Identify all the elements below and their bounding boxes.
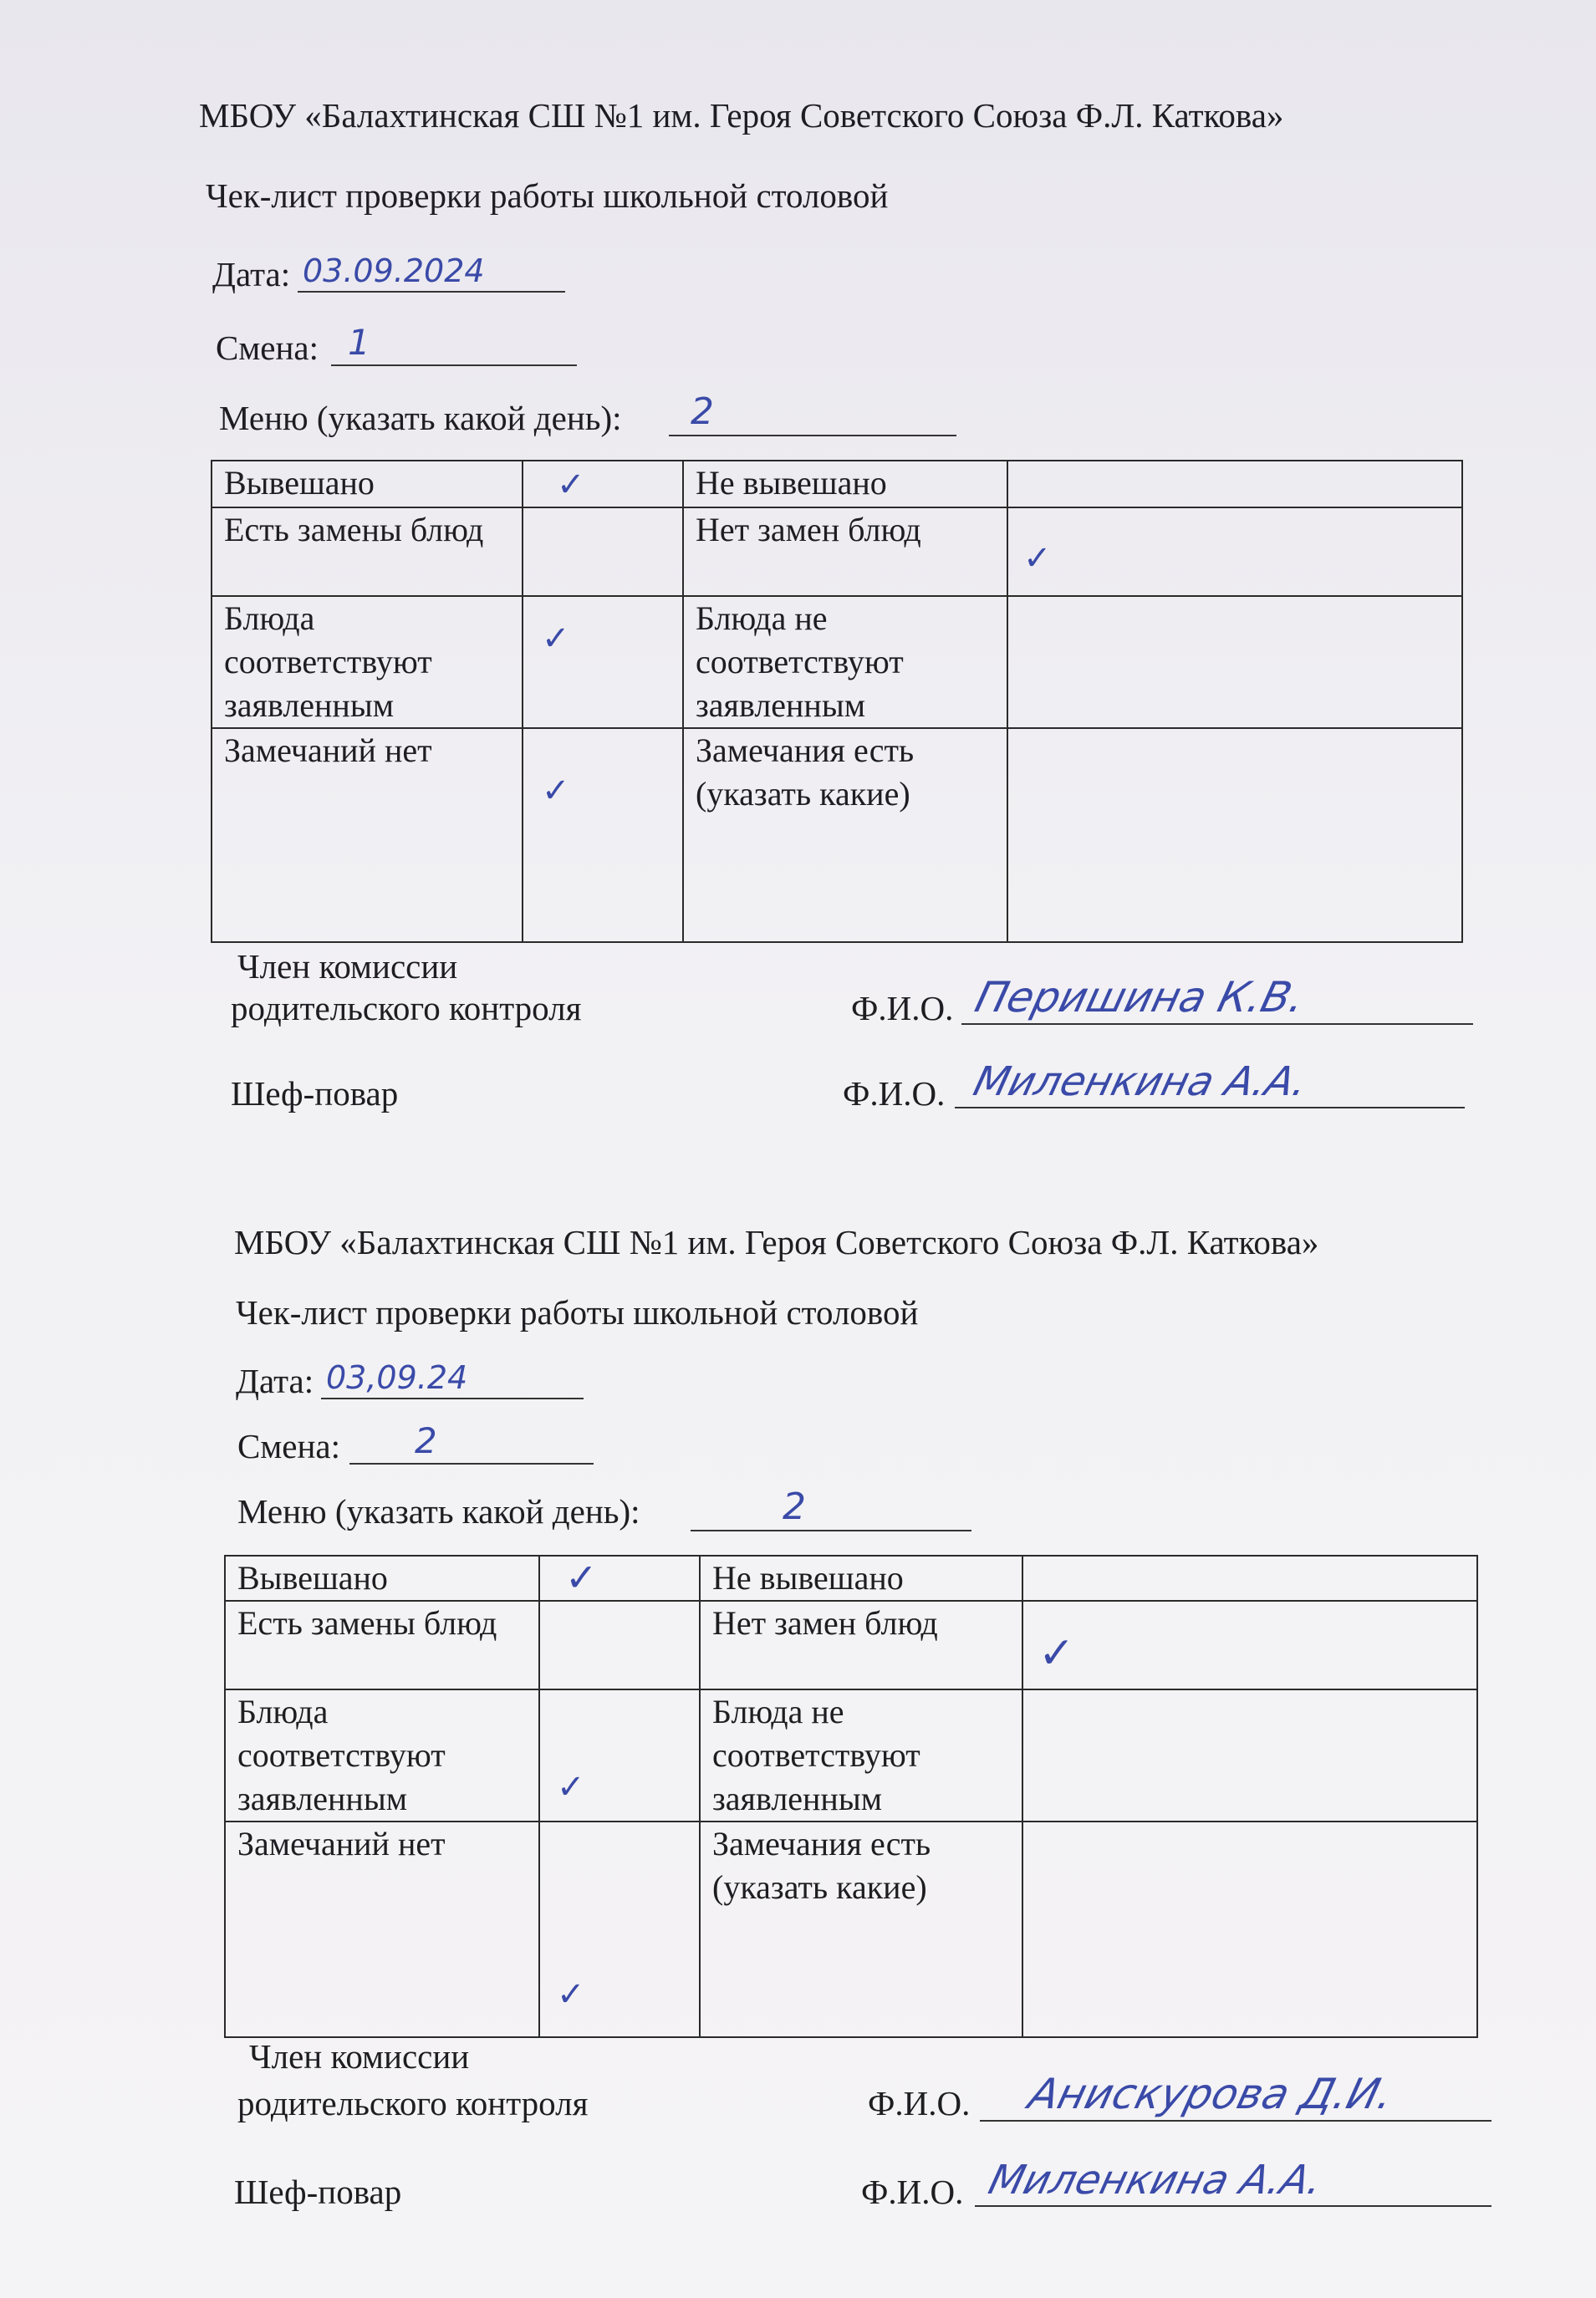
- table-row: [225, 1689, 1477, 1822]
- check-cell-right[interactable]: [1022, 1601, 1477, 1689]
- member-label-2: родительского контроля: [231, 989, 582, 1027]
- date-field[interactable]: [298, 251, 565, 293]
- menu-value: 2: [691, 390, 714, 433]
- date-label: Дата:: [236, 1362, 314, 1400]
- menu-label: Меню (указать какой день):: [219, 399, 622, 437]
- row-label-right: Замечания есть (указать какие): [700, 1822, 1022, 2037]
- row-label-right: Нет замен блюд: [683, 507, 1007, 596]
- date-value: 03.09.2024: [303, 252, 485, 289]
- chef-label: Шеф-повар: [231, 1074, 399, 1113]
- table-row: [212, 728, 1462, 942]
- row-label-left: Замечаний нет: [212, 728, 523, 942]
- row-label-left: Блюда соответствуют заявленным: [212, 596, 523, 728]
- member-name: Перишина К.В.: [970, 973, 1310, 1022]
- row-label-right: Не вывешано: [700, 1556, 1022, 1601]
- date-field[interactable]: [321, 1358, 584, 1399]
- fio-label: Ф.И.О.: [851, 989, 954, 1027]
- menu-field[interactable]: [691, 1485, 971, 1531]
- check-cell-left[interactable]: [523, 461, 683, 507]
- check-mark: ✓: [542, 619, 570, 658]
- shift-field[interactable]: [331, 324, 577, 366]
- shift-field[interactable]: [349, 1421, 594, 1465]
- member-label-1: Член комиссии: [249, 2037, 470, 2076]
- shift-label: Смена:: [237, 1427, 341, 1465]
- check-cell-left[interactable]: [539, 1556, 700, 1601]
- shift-label: Смена:: [216, 329, 319, 367]
- row-label-right: Блюда не соответствуют заявленным: [683, 596, 1007, 728]
- row-label-right: Нет замен блюд: [700, 1601, 1022, 1689]
- check-cell-left[interactable]: [539, 1689, 700, 1822]
- check-mark: ✓: [557, 466, 585, 504]
- check-cell-left[interactable]: [523, 728, 683, 942]
- check-mark: ✓: [542, 772, 570, 810]
- checklist-table: [211, 460, 1463, 943]
- member-signature-field[interactable]: [980, 2058, 1491, 2122]
- form-title: Чек-лист проверки работы школьной столовой: [206, 176, 889, 215]
- row-label-right: Не вывешано: [683, 461, 1007, 507]
- check-mark: ✓: [565, 1555, 598, 1600]
- checklist-table: [224, 1555, 1478, 2038]
- member-label-2: родительского контроля: [237, 2084, 589, 2122]
- chef-name: Миленкина А.А.: [969, 1058, 1313, 1105]
- member-label-1: Член комиссии: [237, 947, 458, 986]
- row-label-left: Блюда соответствуют заявленным: [225, 1689, 539, 1822]
- chef-label: Шеф-повар: [234, 2173, 402, 2211]
- school-name: МБОУ «Балахтинская СШ №1 им. Героя Советского Союза Ф.Л. Каткова»: [199, 96, 1284, 135]
- school-name: МБОУ «Балахтинская СШ №1 им. Героя Советского Союза Ф.Л. Каткова»: [234, 1223, 1319, 1261]
- check-cell-left[interactable]: [539, 1601, 700, 1689]
- check-cell-right[interactable]: [1007, 596, 1462, 728]
- check-cell-right[interactable]: [1007, 728, 1462, 942]
- row-label-left: Вывешано: [225, 1556, 539, 1601]
- check-mark: ✓: [557, 1975, 585, 2014]
- row-label-right: Замечания есть (указать какие): [683, 728, 1007, 942]
- member-name: Анискурова Д.И.: [1023, 2070, 1399, 2118]
- table-row: [212, 461, 1462, 507]
- table-row: [225, 1822, 1477, 2037]
- check-cell-left[interactable]: [523, 596, 683, 728]
- row-label-left: Вывешано: [212, 461, 523, 507]
- shift-value: 1: [348, 322, 370, 363]
- member-signature-field[interactable]: [961, 961, 1473, 1025]
- menu-field[interactable]: [669, 390, 956, 436]
- check-cell-right[interactable]: [1022, 1689, 1477, 1822]
- check-mark: ✓: [557, 1768, 585, 1806]
- menu-value: 2: [783, 1485, 806, 1528]
- fio-label: Ф.И.О.: [861, 2173, 964, 2211]
- date-label: Дата:: [212, 255, 291, 293]
- date-value: 03,09.24: [326, 1359, 468, 1396]
- chef-name: Миленкина А.А.: [984, 2157, 1328, 2204]
- fio-label: Ф.И.О.: [843, 1074, 946, 1113]
- check-cell-left[interactable]: [539, 1822, 700, 2037]
- row-label-right: Блюда не соответствуют заявленным: [700, 1689, 1022, 1822]
- check-cell-left[interactable]: [523, 507, 683, 596]
- chef-signature-field[interactable]: [975, 2145, 1491, 2207]
- fio-label: Ф.И.О.: [868, 2084, 971, 2122]
- table-row: [225, 1556, 1477, 1601]
- check-mark: ✓: [1023, 539, 1052, 578]
- check-cell-right[interactable]: [1022, 1822, 1477, 2037]
- menu-label: Меню (указать какой день):: [237, 1492, 640, 1531]
- row-label-left: Есть замены блюд: [212, 507, 523, 596]
- check-mark: ✓: [1038, 1628, 1075, 1679]
- chef-signature-field[interactable]: [955, 1048, 1465, 1108]
- row-label-left: Есть замены блюд: [225, 1601, 539, 1689]
- shift-value: 2: [415, 1420, 437, 1461]
- check-cell-right[interactable]: [1007, 507, 1462, 596]
- table-row: [212, 596, 1462, 728]
- table-row: [225, 1601, 1477, 1689]
- table-row: [212, 507, 1462, 596]
- check-cell-right[interactable]: [1022, 1556, 1477, 1601]
- row-label-left: Замечаний нет: [225, 1822, 539, 2037]
- form-title: Чек-лист проверки работы школьной столовой: [236, 1293, 919, 1332]
- check-cell-right[interactable]: [1007, 461, 1462, 507]
